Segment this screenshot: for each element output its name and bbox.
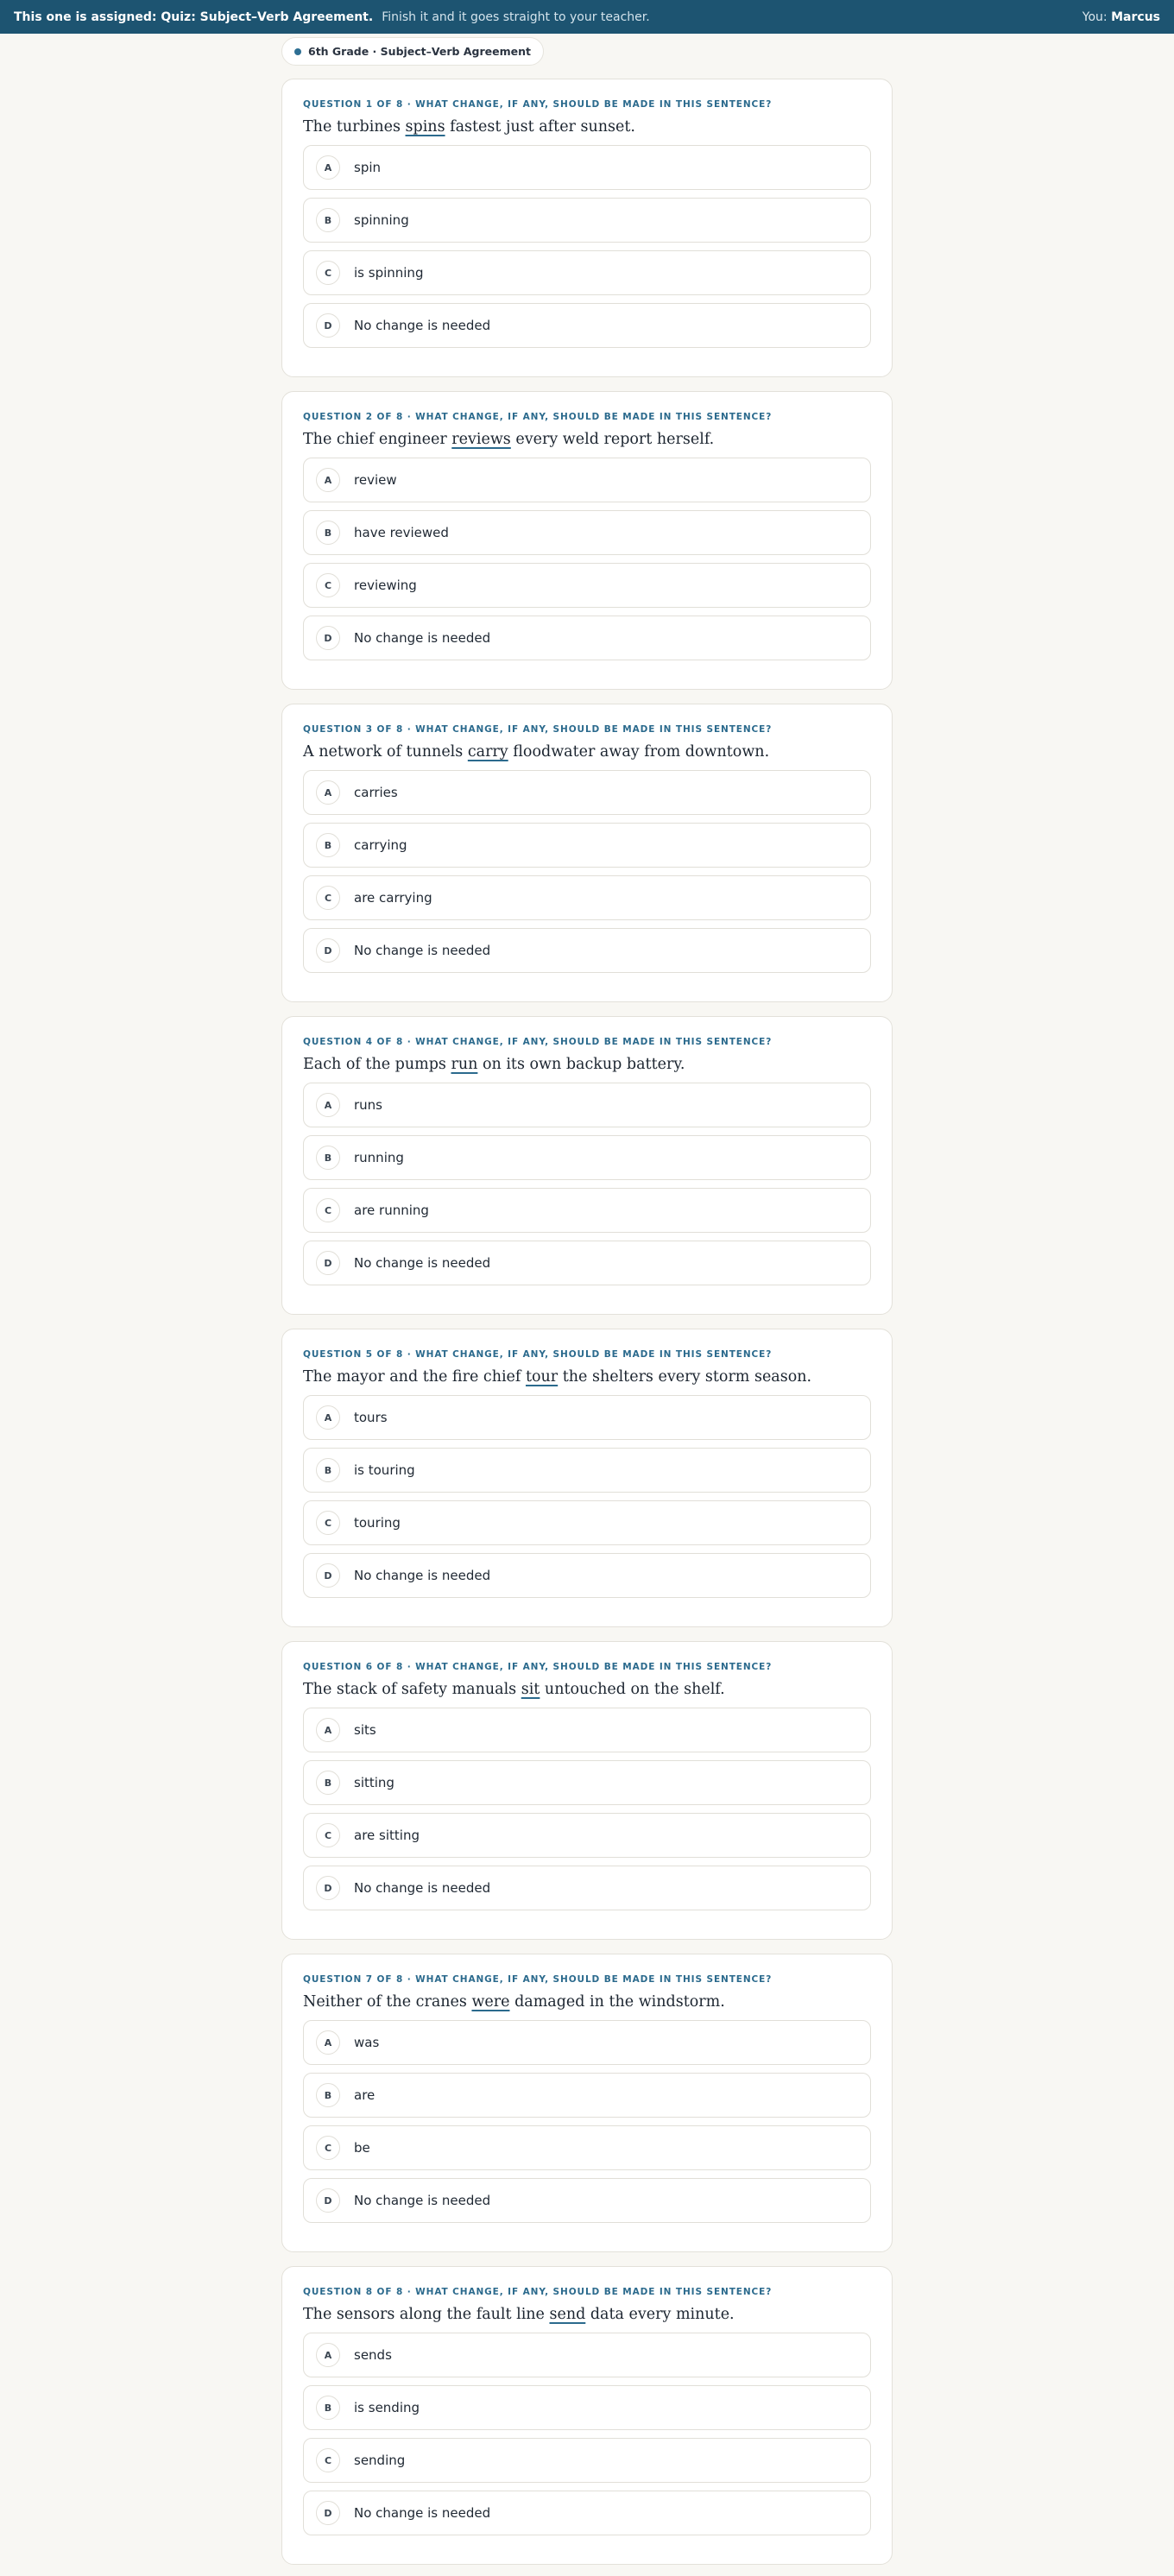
option-text: carries xyxy=(354,785,398,800)
question-card xyxy=(281,1329,893,1627)
sentence-after: damaged in the windstorm. xyxy=(509,1993,725,2011)
option-text: sending xyxy=(354,2453,406,2468)
question-sentence xyxy=(303,1056,871,1073)
course-dot-icon xyxy=(294,48,301,55)
question-sentence xyxy=(303,743,871,761)
option-text: be xyxy=(354,2140,370,2156)
sentence-after: data every minute. xyxy=(585,2306,735,2323)
you-label: You: xyxy=(1082,9,1108,24)
answer-option[interactable] xyxy=(303,823,871,868)
option-text: runs xyxy=(354,1097,382,1113)
question-label: QUESTION 4 OF 8 · WHAT CHANGE, IF ANY, SHOULD BE MADE IN THIS SENTENCE? xyxy=(303,1037,773,1047)
option-letter-badge: D xyxy=(316,1563,340,1588)
option-letter-badge: A xyxy=(316,780,340,805)
answer-option[interactable] xyxy=(303,1866,871,1910)
answer-option[interactable] xyxy=(303,2020,871,2065)
answer-option[interactable] xyxy=(303,875,871,920)
option-text: are xyxy=(354,2087,376,2103)
option-text: No change is needed xyxy=(354,318,491,333)
option-text: spinning xyxy=(354,212,409,228)
option-letter-badge: A xyxy=(316,2343,340,2367)
answer-option[interactable] xyxy=(303,563,871,608)
answer-option[interactable] xyxy=(303,2385,871,2430)
option-text: tours xyxy=(354,1410,388,1425)
question-list xyxy=(281,79,893,2565)
question-card xyxy=(281,704,893,1002)
option-text: is spinning xyxy=(354,265,424,281)
sentence-after: fastest just after sunset. xyxy=(445,118,635,136)
answer-option[interactable] xyxy=(303,1188,871,1233)
option-letter-badge: C xyxy=(316,1511,340,1535)
sentence-before: Neither of the cranes xyxy=(303,1993,472,2011)
option-text: No change is needed xyxy=(354,2193,491,2208)
answer-option[interactable] xyxy=(303,510,871,555)
answer-option[interactable] xyxy=(303,2178,871,2223)
option-text: No change is needed xyxy=(354,2505,491,2521)
question-sentence xyxy=(303,1993,871,2011)
option-letter-badge: C xyxy=(316,1198,340,1222)
question-label: QUESTION 2 OF 8 · WHAT CHANGE, IF ANY, SHOULD BE MADE IN THIS SENTENCE? xyxy=(303,412,773,422)
answer-option[interactable] xyxy=(303,1813,871,1858)
option-text: No change is needed xyxy=(354,1255,491,1271)
option-letter-badge: C xyxy=(316,573,340,597)
option-letter-badge: C xyxy=(316,261,340,285)
question-label: QUESTION 3 OF 8 · WHAT CHANGE, IF ANY, SHOULD BE MADE IN THIS SENTENCE? xyxy=(303,724,773,735)
answer-option[interactable] xyxy=(303,2125,871,2170)
sentence-after: the shelters every storm season. xyxy=(558,1368,812,1386)
question-card xyxy=(281,1954,893,2252)
answer-option[interactable] xyxy=(303,1135,871,1180)
answer-option[interactable] xyxy=(303,1448,871,1493)
sentence-before: The chief engineer xyxy=(303,431,452,448)
question-card xyxy=(281,1016,893,1315)
answer-option[interactable] xyxy=(303,1500,871,1545)
option-letter-badge: C xyxy=(316,1823,340,1847)
option-letter-badge: D xyxy=(316,2501,340,2525)
answer-option[interactable] xyxy=(303,1395,871,1440)
option-letter-badge: D xyxy=(316,1876,340,1900)
sentence-before: The stack of safety manuals xyxy=(303,1681,521,1698)
question-label: QUESTION 8 OF 8 · WHAT CHANGE, IF ANY, SHOULD BE MADE IN THIS SENTENCE? xyxy=(303,2287,773,2297)
answer-option[interactable] xyxy=(303,250,871,295)
underlined-verb: spins xyxy=(405,118,445,136)
user-name: Marcus xyxy=(1111,9,1160,24)
option-text: have reviewed xyxy=(354,525,449,540)
sentence-after: floodwater away from downtown. xyxy=(508,743,770,761)
option-text: is sending xyxy=(354,2400,420,2415)
underlined-verb: carry xyxy=(467,743,508,761)
banner-left xyxy=(14,10,650,24)
option-text: reviewing xyxy=(354,578,417,593)
answer-option[interactable] xyxy=(303,616,871,660)
option-letter-badge: B xyxy=(316,521,340,545)
question-sentence xyxy=(303,431,871,448)
option-letter-badge: C xyxy=(316,886,340,910)
option-text: are running xyxy=(354,1203,429,1218)
question-sentence xyxy=(303,1368,871,1386)
answer-option[interactable] xyxy=(303,1708,871,1752)
question-card xyxy=(281,79,893,377)
sentence-before: The mayor and the fire chief xyxy=(303,1368,526,1386)
question-label: QUESTION 6 OF 8 · WHAT CHANGE, IF ANY, SHOULD BE MADE IN THIS SENTENCE? xyxy=(303,1662,773,1672)
option-letter-badge: B xyxy=(316,208,340,232)
question-card xyxy=(281,1641,893,1940)
answer-option[interactable] xyxy=(303,2438,871,2483)
sentence-before: Each of the pumps xyxy=(303,1056,451,1073)
question-label: QUESTION 5 OF 8 · WHAT CHANGE, IF ANY, SHOULD BE MADE IN THIS SENTENCE? xyxy=(303,1349,773,1360)
option-text: sends xyxy=(354,2347,392,2363)
underlined-verb: were xyxy=(471,1993,510,2011)
sentence-after: every weld report herself. xyxy=(510,431,715,448)
option-letter-badge: B xyxy=(316,833,340,857)
answer-option[interactable] xyxy=(303,2333,871,2377)
question-card xyxy=(281,391,893,690)
option-text: sitting xyxy=(354,1775,394,1790)
question-card xyxy=(281,2266,893,2565)
option-text: sits xyxy=(354,1722,376,1738)
option-letter-badge: A xyxy=(316,468,340,492)
option-text: carrying xyxy=(354,837,407,853)
option-letter-badge: D xyxy=(316,626,340,650)
option-text: running xyxy=(354,1150,404,1165)
option-text: is touring xyxy=(354,1462,415,1478)
option-text: No change is needed xyxy=(354,630,491,646)
assignment-title: This one is assigned: Quiz: Subject–Verb Agreement. xyxy=(14,9,374,24)
answer-option[interactable] xyxy=(303,198,871,243)
sentence-before: The sensors along the fault line xyxy=(303,2306,550,2323)
option-text: No change is needed xyxy=(354,943,491,958)
option-text: spin xyxy=(354,160,382,175)
assignment-banner xyxy=(0,0,1174,34)
option-text: touring xyxy=(354,1515,401,1531)
answer-option[interactable] xyxy=(303,1241,871,1285)
option-letter-badge: D xyxy=(316,1251,340,1275)
option-text: review xyxy=(354,472,397,488)
answer-option[interactable] xyxy=(303,2491,871,2535)
option-letter-badge: D xyxy=(316,2188,340,2213)
option-letter-badge: B xyxy=(316,1146,340,1170)
option-letter-badge: C xyxy=(316,2136,340,2160)
answer-option[interactable] xyxy=(303,1083,871,1127)
option-letter-badge: C xyxy=(316,2448,340,2472)
question-sentence xyxy=(303,118,871,136)
sentence-after: untouched on the shelf. xyxy=(540,1681,725,1698)
question-sentence xyxy=(303,1681,871,1698)
answer-option[interactable] xyxy=(303,2073,871,2118)
option-text: are carrying xyxy=(354,890,432,906)
question-sentence xyxy=(303,2306,871,2323)
option-text: was xyxy=(354,2035,380,2050)
option-letter-badge: A xyxy=(316,1718,340,1742)
answer-option[interactable] xyxy=(303,770,871,815)
option-text: No change is needed xyxy=(354,1880,491,1896)
underlined-verb: send xyxy=(549,2306,586,2323)
answer-option[interactable] xyxy=(303,1553,871,1598)
option-text: No change is needed xyxy=(354,1568,491,1583)
option-letter-badge: D xyxy=(316,313,340,338)
option-letter-badge: B xyxy=(316,1458,340,1482)
underlined-verb: run xyxy=(451,1056,478,1073)
underlined-verb: reviews xyxy=(451,431,511,448)
option-letter-badge: B xyxy=(316,2396,340,2420)
course-pill-label: 6th Grade · Subject–Verb Agreement xyxy=(308,45,531,58)
underlined-verb: tour xyxy=(525,1368,559,1386)
answer-option[interactable] xyxy=(303,928,871,973)
sentence-before: A network of tunnels xyxy=(303,743,468,761)
sentence-before: The turbines xyxy=(303,118,406,136)
quiz-content xyxy=(281,34,893,2565)
sentence-after: on its own backup battery. xyxy=(477,1056,685,1073)
assignment-subtext: Finish it and it goes straight to your teacher. xyxy=(382,9,650,24)
answer-option[interactable] xyxy=(303,303,871,348)
option-letter-badge: A xyxy=(316,155,340,180)
option-letter-badge: A xyxy=(316,1093,340,1117)
question-label: QUESTION 1 OF 8 · WHAT CHANGE, IF ANY, SHOULD BE MADE IN THIS SENTENCE? xyxy=(303,99,773,110)
answer-option[interactable] xyxy=(303,145,871,190)
option-letter-badge: B xyxy=(316,2083,340,2107)
option-text: are sitting xyxy=(354,1828,420,1843)
underlined-verb: sit xyxy=(521,1681,540,1698)
option-letter-badge: A xyxy=(316,2030,340,2055)
answer-option[interactable] xyxy=(303,1760,871,1805)
option-letter-badge: B xyxy=(316,1771,340,1795)
option-letter-badge: D xyxy=(316,938,340,963)
option-letter-badge: A xyxy=(316,1405,340,1430)
course-pill xyxy=(281,37,544,66)
current-user xyxy=(1082,10,1160,24)
answer-option[interactable] xyxy=(303,458,871,502)
question-label: QUESTION 7 OF 8 · WHAT CHANGE, IF ANY, SHOULD BE MADE IN THIS SENTENCE? xyxy=(303,1974,773,1985)
